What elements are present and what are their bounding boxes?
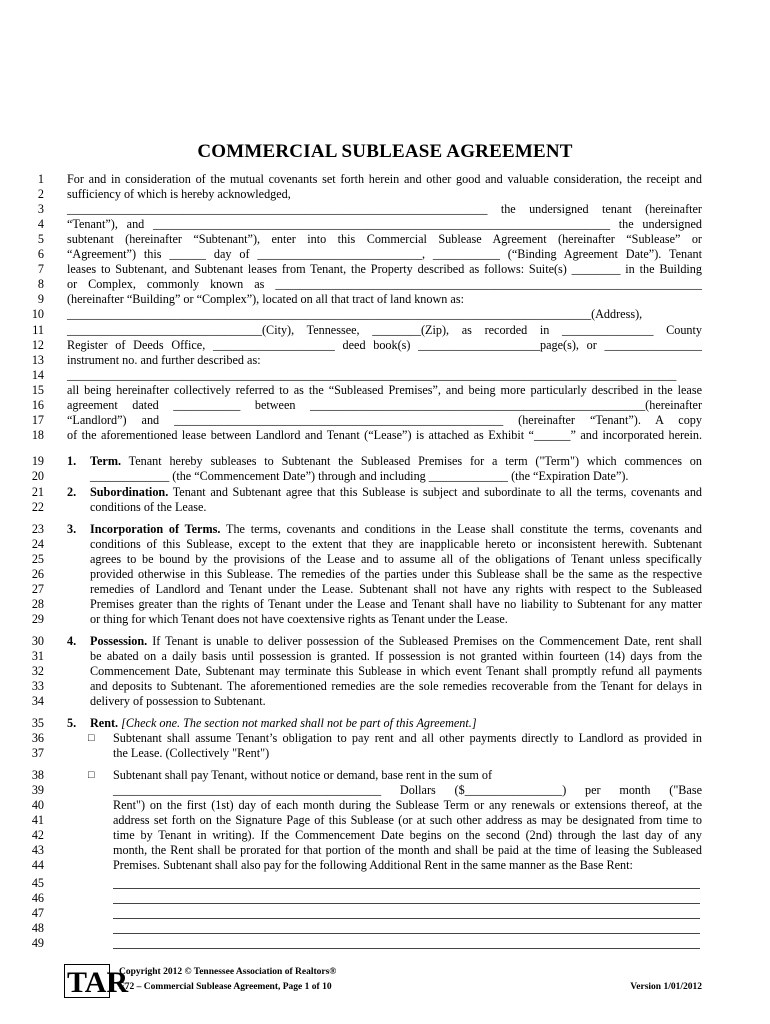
page-footer <box>64 964 702 1004</box>
line-number: 15 <box>31 382 44 397</box>
footer-version: Version 1/01/2012 <box>630 982 702 992</box>
tar-logo-icon <box>64 964 129 999</box>
line-number: 19 <box>31 454 44 468</box>
section-heading: Rent. <box>90 716 119 730</box>
line-text <box>90 634 702 649</box>
document-title: COMMERCIAL SUBLEASE AGREEMENT <box>197 141 573 162</box>
document-line <box>0 597 770 612</box>
document-line <box>0 277 770 292</box>
line-text: delivery of possession to Subtenant. <box>90 694 266 709</box>
line-text: “Landlord”) and ______________________________________________________ (hereinafter “Tenant”). A copy <box>67 412 702 427</box>
line-number: 26 <box>31 567 44 582</box>
document-line <box>0 485 770 500</box>
document-line <box>0 353 770 368</box>
line-number: 42 <box>31 828 44 843</box>
line-text <box>90 716 702 731</box>
document-line <box>0 187 770 202</box>
line-text: Premises. Subtenant shall also pay for the following Additional Rent in the same manner as the Base Rent: <box>113 858 633 873</box>
document-line <box>0 731 770 746</box>
line-number: 3 <box>37 202 44 217</box>
line-text: or thing for which Tenant does not have coextensive rights as Tenant under the Lease. <box>90 612 508 627</box>
line-text: Premises greater than the rights of Tenant under the Lease and Tenant shall have no liability to Subtenant for any matter <box>90 597 702 612</box>
document-line <box>0 323 770 338</box>
document-line <box>0 921 770 936</box>
line-text: all being hereinafter collectively referred to as the “Subleased Premises”, and being more particularly described in the lease <box>67 382 702 397</box>
section-text: [Check one. The section not marked shall not be part of this Agreement.] <box>121 716 477 730</box>
line-number: 30 <box>31 634 44 648</box>
line-text <box>90 485 702 500</box>
line-number: 47 <box>31 906 44 921</box>
line-text: of the aforementioned lease between Landlord and Tenant (“Lease”) is attached as Exhibit “______” and incorporated herein. <box>67 427 702 442</box>
document-line <box>0 522 770 537</box>
line-text <box>90 454 702 469</box>
blank-fill-line[interactable] <box>113 888 700 889</box>
document-line <box>0 891 770 906</box>
line-text: sufficiency of which is hereby acknowledged, <box>67 187 291 202</box>
section-text: If Tenant is unable to deliver possession of the Subleased Premises on the Commencement Date, rent shall <box>152 634 703 648</box>
document-line <box>0 262 770 277</box>
line-number: 29 <box>31 612 44 627</box>
line-number: 44 <box>31 858 44 873</box>
section-number: 2. <box>67 485 77 499</box>
document-line <box>0 694 770 709</box>
line-number: 20 <box>31 469 44 484</box>
blank-fill-line[interactable] <box>113 918 700 919</box>
line-text: provided otherwise in this Sublease. The remedies of the parties under this Sublease shall be the same as the respective <box>90 567 702 582</box>
section-number: 4. <box>67 634 77 648</box>
line-number: 2 <box>37 187 44 202</box>
line-text: “Tenant”), and ___________________________________________________________________________ the undersigned <box>67 217 702 232</box>
document-line <box>0 232 770 247</box>
section-heading: Incorporation of Terms. <box>90 522 221 536</box>
document-line <box>0 768 770 783</box>
line-number: 37 <box>31 746 44 761</box>
document-line <box>0 813 770 828</box>
document-line <box>0 858 770 873</box>
document-line <box>0 567 770 582</box>
line-text: conditions of this Sublease, except to the extent that they are inapplicable hereto or inconsistent herewith. Subtenant <box>90 537 702 552</box>
line-number: 27 <box>31 582 44 597</box>
document-line <box>0 338 770 353</box>
line-number: 21 <box>31 485 44 499</box>
document-line <box>0 798 770 813</box>
line-number: 6 <box>37 247 44 262</box>
line-number: 39 <box>31 783 44 798</box>
document-line <box>0 649 770 664</box>
line-number: 43 <box>31 843 44 858</box>
line-number: 45 <box>31 876 44 890</box>
line-text: Commencement Date, Subtenant may terminate this Sublease in which event Tenant shall promptly refund all payments <box>90 664 702 679</box>
line-number: 48 <box>31 921 44 936</box>
line-text: ______________________________________________________________________________________(Address), <box>67 307 643 322</box>
document-line <box>0 307 770 322</box>
line-number: 16 <box>31 397 44 412</box>
svg-text:TAR: TAR <box>67 966 129 999</box>
line-number: 14 <box>31 367 44 382</box>
line-number: 10 <box>31 307 44 322</box>
line-number: 46 <box>31 891 44 906</box>
document-line <box>0 783 770 798</box>
line-number: 8 <box>37 277 44 292</box>
line-number: 11 <box>32 322 44 337</box>
section-heading: Possession. <box>90 634 148 648</box>
footer-form-id: F72 – Commercial Sublease Agreement, Page 1 of 10 <box>119 982 332 992</box>
document-line <box>0 537 770 552</box>
line-number: 31 <box>31 649 44 664</box>
document-line <box>0 217 770 232</box>
line-text: address set forth on the Signature Page of this Sublease (or at such other address as may be designated from time to <box>113 813 702 828</box>
section-number: 1. <box>67 454 77 468</box>
document-line <box>0 906 770 921</box>
blank-fill-line[interactable] <box>113 948 700 949</box>
line-text: _____________ (the “Commencement Date”) through and including _____________ (the “Expiration Date”). <box>90 469 629 484</box>
line-text: ____________________________________________ Dollars ($________________) per month ("Base <box>113 783 702 798</box>
line-text: month, the Rent shall be prorated for that portion of the month and shall be paid at the time of leasing the Subleased <box>113 843 702 858</box>
document-line <box>0 247 770 262</box>
line-number: 35 <box>31 716 44 730</box>
line-number: 24 <box>31 537 44 552</box>
line-text: the Lease. (Collectively "Rent") <box>113 746 270 761</box>
document-line <box>0 368 770 383</box>
line-number: 36 <box>31 731 44 746</box>
document-line <box>0 552 770 567</box>
document-line <box>0 582 770 597</box>
section-text: Tenant and Subtenant agree that this Sublease is subject and subordinate to all the terms, covenants and <box>172 485 703 499</box>
line-text: Rent") on the first (1st) day of each month during the Sublease Term or any renewals or extensions thereof, at the <box>113 798 702 813</box>
line-text <box>90 522 702 537</box>
line-text: Register of Deeds Office, ____________________ deed book(s) ____________________page(s), or ________________ <box>67 337 702 352</box>
document-line <box>0 454 770 469</box>
document-line <box>0 292 770 307</box>
line-text: _____________________________________________________________________ the undersigned tenant (hereinafter <box>67 202 702 217</box>
document-line <box>0 936 770 951</box>
document-line <box>0 413 770 428</box>
section-number: 3. <box>67 522 77 536</box>
line-text: (hereinafter “Building” or “Complex”), located on all that tract of land known as: <box>67 292 464 307</box>
line-number: 32 <box>31 664 44 679</box>
line-number: 17 <box>31 412 44 427</box>
line-text: agreement dated ___________ between _______________________________________________________(hereinafter <box>67 397 702 412</box>
line-number: 33 <box>31 679 44 694</box>
line-number: 28 <box>31 597 44 612</box>
line-number: 13 <box>31 352 44 367</box>
line-text: be abated on a daily basis until possession is granted. If possession is not granted within fourteen (14) days from the <box>90 649 702 664</box>
document-line <box>0 746 770 761</box>
line-text: Subtenant shall assume Tenant’s obligation to pay rent and all other payments directly to Landlord as provided in <box>113 731 702 746</box>
line-number: 9 <box>37 292 44 307</box>
line-text: ________________________________(City), Tennessee, ________(Zip), as recorded in _______________ County <box>67 322 702 337</box>
section-text: The terms, covenants and conditions in the Lease shall constitute the terms, covenants and <box>226 522 703 536</box>
line-text: or Complex, commonly known as ______________________________________________________________________ <box>67 277 702 292</box>
document-line <box>0 876 770 891</box>
section-heading: Term. <box>90 454 122 468</box>
document-line <box>0 716 770 731</box>
line-number: 38 <box>31 768 44 782</box>
blank-fill-line[interactable] <box>113 903 700 904</box>
line-number: 25 <box>31 552 44 567</box>
section-text: Tenant hereby subleases to Subtenant the Subleased Premises for a term ("Term") which commences on <box>128 454 702 468</box>
checkbox-icon[interactable]: □ <box>88 769 95 781</box>
line-number: 23 <box>31 522 44 536</box>
line-number: 7 <box>37 262 44 277</box>
document-line <box>0 428 770 443</box>
line-text: time by Tenant in writing). If the Commencement Date begins on the second (2nd) through the last day of any <box>113 828 702 843</box>
line-text: and deposits to Subtenant. The aforementioned remedies are the sole remedies recoverable from the Tenant for delays in <box>90 679 702 694</box>
line-text: Subtenant shall pay Tenant, without notice or demand, base rent in the sum of <box>113 768 493 782</box>
line-number: 41 <box>31 813 44 828</box>
line-number: 40 <box>31 798 44 813</box>
document-line <box>0 634 770 649</box>
line-text: “Agreement”) this ______ day of ___________________________, ___________ (“Binding Agreement Date”). Tenant <box>67 247 702 262</box>
document-line <box>0 843 770 858</box>
line-text: agrees to be bound by the provisions of the Lease and to assume all of the obligations of Tenant unless specifically <box>90 552 702 567</box>
document-line <box>0 383 770 398</box>
document-line <box>0 828 770 843</box>
footer-copyright: Copyright 2012 © Tennessee Association of Realtors® <box>119 967 337 977</box>
line-number: 1 <box>37 172 44 186</box>
document-line <box>0 664 770 679</box>
line-number: 34 <box>31 694 44 709</box>
line-number: 18 <box>31 427 44 442</box>
section-heading: Subordination. <box>90 485 169 499</box>
document-line <box>0 172 770 187</box>
line-number: 22 <box>31 500 44 515</box>
line-text: For and in consideration of the mutual covenants set forth herein and other good and valuable consideration, the receipt and <box>67 172 702 186</box>
line-text: subtenant (hereinafter “Subtenant”), enter into this Commercial Sublease Agreement (hereinafter “Sublease” or <box>67 232 702 247</box>
document-line <box>0 469 770 484</box>
blank-fill-line[interactable] <box>113 933 700 934</box>
line-text: remedies of Landlord and Tenant under the Lease. Subtenant shall not have any rights with respect to the Subleased <box>90 582 702 597</box>
checkbox-icon[interactable]: □ <box>88 732 95 745</box>
line-number: 12 <box>31 337 44 352</box>
line-number: 49 <box>31 936 44 951</box>
section-number: 5. <box>67 716 77 730</box>
line-number: 4 <box>37 217 44 232</box>
line-number: 5 <box>37 232 44 247</box>
document-line <box>0 398 770 413</box>
line-text: leases to Subtenant, and Subtenant leases from Tenant, the Property described as follows: Suite(s) ________ in the Building <box>67 262 702 277</box>
line-text: ____________________________________________________________________________________________________ <box>67 367 677 382</box>
document-line <box>0 679 770 694</box>
document-line <box>0 202 770 217</box>
line-text: conditions of the Lease. <box>90 500 207 515</box>
document-line <box>0 500 770 515</box>
line-text: instrument no. and further described as: <box>67 352 261 367</box>
document-line <box>0 612 770 627</box>
